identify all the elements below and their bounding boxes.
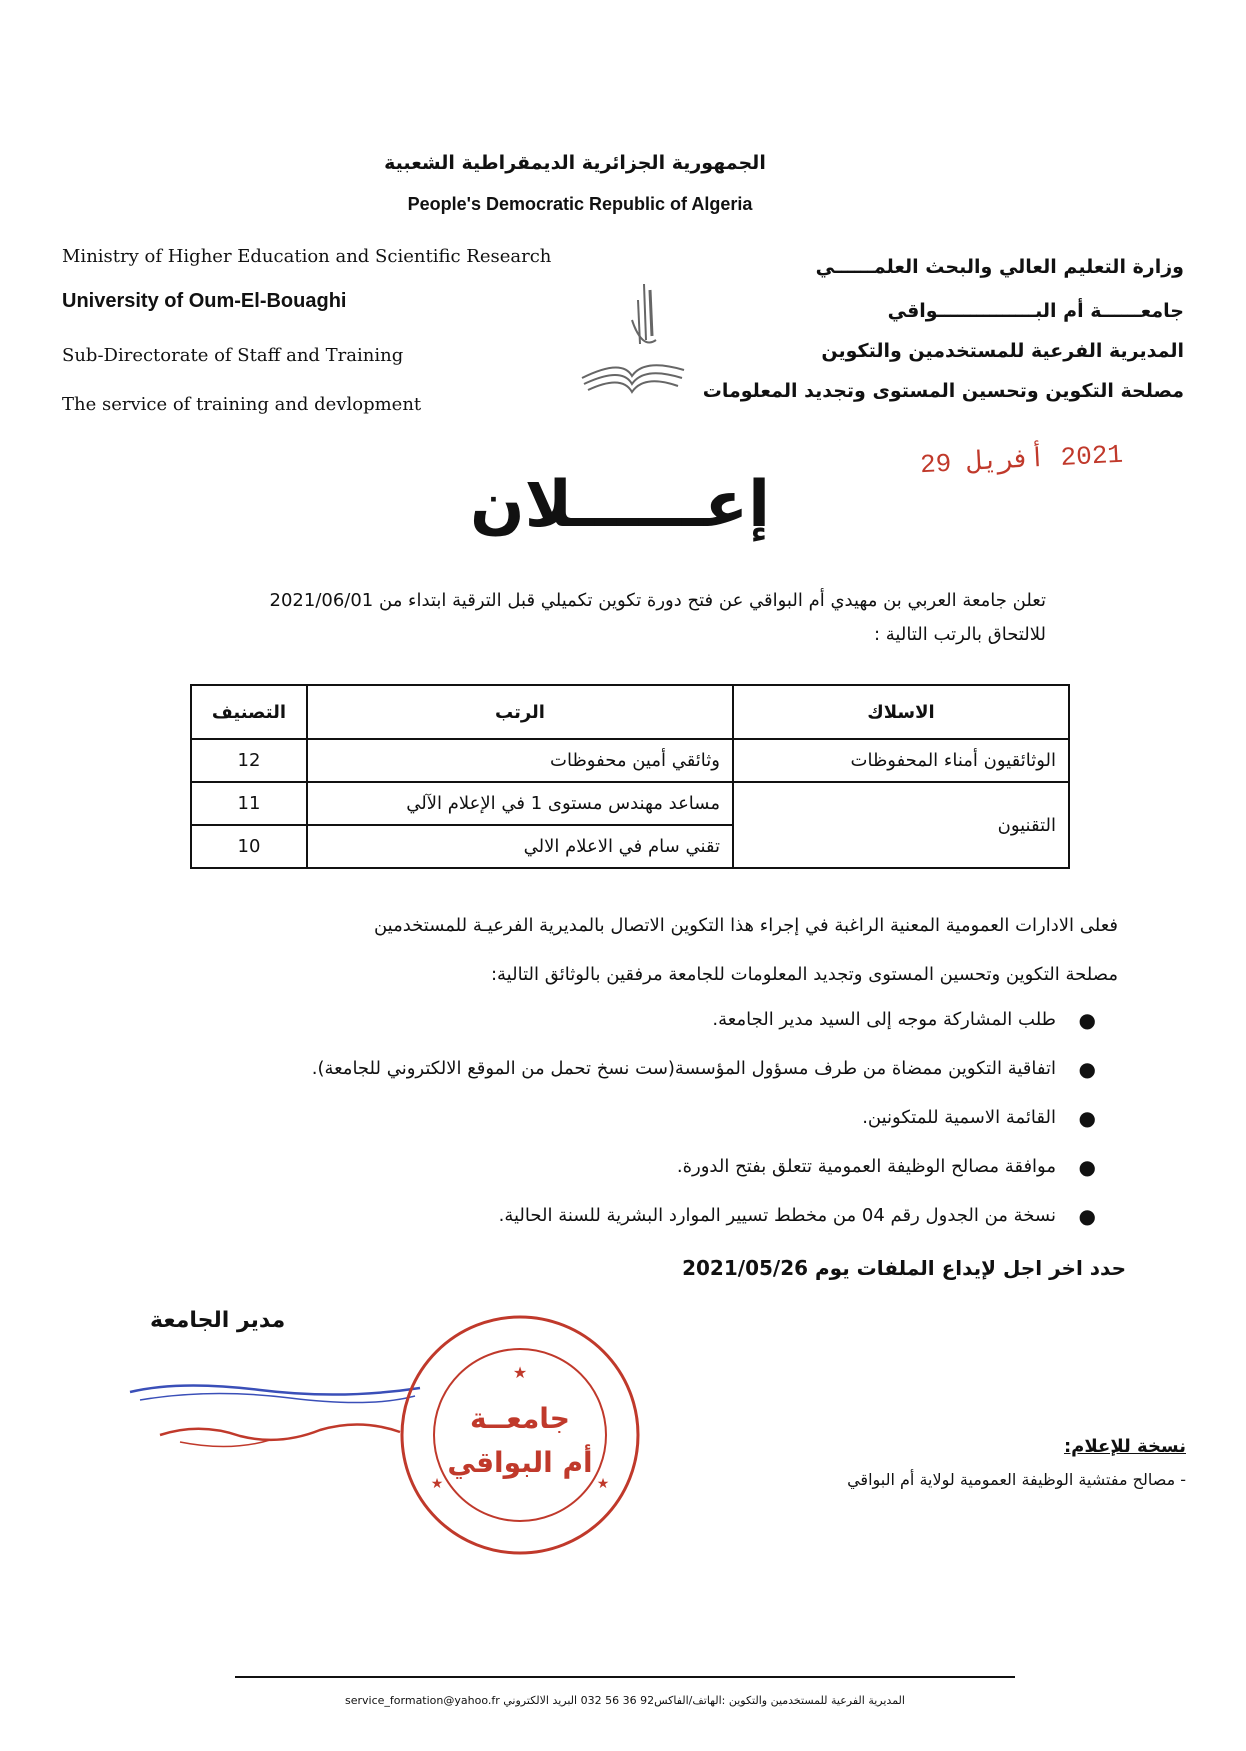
required-documents-list [136, 1005, 1096, 1250]
header-corps: الاسلاك [733, 685, 1069, 739]
cell-classification: 10 [191, 825, 307, 868]
instructions-line-1: فعلى الادارات العمومية المعنية الراغبة في إجراء هذا التكوين الاتصال بالمديرية الفرعيـة للمستخدمين [373, 915, 1118, 936]
cell-corps: الوثائقيون أمناء المحفوظات [733, 739, 1069, 782]
copy-recipient: - مصالح مفتشية الوظيفة العمومية لولاية أم البواقي [847, 1470, 1186, 1489]
list-item: ● نسخة من الجدول رقم 04 من مخطط تسيير الموارد البشرية للسنة الحالية. [136, 1201, 1096, 1250]
university-arabic: جامعــــــة أم البـــــــــــــــواقي [887, 300, 1184, 322]
university-logo [572, 280, 692, 405]
grades-table [190, 684, 1070, 869]
bullet-icon: ● [1078, 1204, 1096, 1228]
table-row [191, 739, 1069, 782]
state-name-arabic: الجمهورية الجزائرية الديمقراطية الشعبية [384, 152, 766, 174]
list-item: ● طلب المشاركة موجه إلى السيد مدير الجامعة. [136, 1005, 1096, 1054]
ministry-english: Ministry of Higher Education and Scientific Research [62, 246, 552, 267]
cell-classification: 12 [191, 739, 307, 782]
bullet-icon: ● [1078, 1057, 1096, 1081]
footer-divider [235, 1676, 1015, 1678]
cell-grade: وثائقي أمين محفوظات [307, 739, 733, 782]
header-classification: التصنيف [191, 685, 307, 739]
announcement-title: إعــــــلان [469, 468, 771, 542]
header-grade: الرتب [307, 685, 733, 739]
instructions-line-2: مصلحة التكوين وتحسين المستوى وتجديد المعلومات للجامعة مرفقين بالوثائق التالية: [490, 963, 1118, 985]
svg-text:★: ★ [430, 1476, 444, 1492]
cell-grade: تقني سام في الاعلام الالي [307, 825, 733, 868]
director-title: مدير الجامعة [150, 1308, 286, 1333]
subdirectorate-english: Sub-Directorate of Staff and Training [62, 345, 404, 366]
list-item: ● القائمة الاسمية للمتكونين. [136, 1103, 1096, 1152]
cell-classification: 11 [191, 782, 307, 825]
bullet-icon: ● [1078, 1106, 1096, 1130]
university-english: University of Oum-El-Bouaghi [62, 290, 347, 312]
instructions-paragraph [118, 902, 1118, 999]
state-name-english: People's Democratic Republic of Algeria [407, 194, 753, 214]
signature-stamp [120, 1370, 430, 1460]
list-item: ● اتفاقية التكوين ممضاة من طرف مسؤول المؤسسة(ست نسخ تحمل من الموقع الالكتروني للجامعة). [136, 1054, 1096, 1103]
service-english: The service of training and devlopment [62, 394, 422, 415]
cell-grade: مساعد مهندس مستوى 1 في الإعلام الآلي [307, 782, 733, 825]
cell-corps: التقنيون [733, 782, 1069, 868]
subdirectorate-arabic: المديرية الفرعية للمستخدمين والتكوين [821, 340, 1184, 362]
ministry-arabic: وزارة التعليم العالي والبحث العلمــــــي [815, 256, 1184, 278]
seal-center-top: جامعــة [470, 1402, 570, 1435]
date-stamp: 2021 أفريل 29 [919, 439, 1124, 481]
intro-line-2: للالتحاق بالرتب التالية : [873, 624, 1046, 646]
table-row [191, 782, 1069, 825]
deadline-line: حدد اخر اجل لإيداع الملفات يوم 2021/05/26 [682, 1256, 1126, 1280]
svg-text:★: ★ [596, 1476, 610, 1492]
intro-line-1: تعلن جامعة العربي بن مهيدي أم البواقي عن فتح دورة تكوين تكميلي قبل الترقية ابتداء من 2021/06/01 [269, 590, 1046, 611]
footer-contact: المديرية الفرعية للمستخدمين والتكوين :الهاتف/الفاكس92 36 56 032 البريد الالكتروني service_formation@yahoo.fr [345, 1694, 905, 1707]
seal-center-bottom: أم البواقي [447, 1446, 593, 1479]
bullet-icon: ● [1078, 1008, 1096, 1032]
intro-paragraph [146, 584, 1046, 652]
bullet-icon: ● [1078, 1155, 1096, 1179]
copy-heading: نسخة للإعلام: [1063, 1436, 1186, 1457]
svg-text:★: ★ [512, 1363, 528, 1382]
table-header-row [191, 685, 1069, 739]
list-item: ● موافقة مصالح الوظيفة العمومية تتعلق بفتح الدورة. [136, 1152, 1096, 1201]
university-seal [395, 1310, 645, 1560]
service-arabic: مصلحة التكوين وتحسين المستوى وتجديد المعلومات [702, 380, 1184, 402]
